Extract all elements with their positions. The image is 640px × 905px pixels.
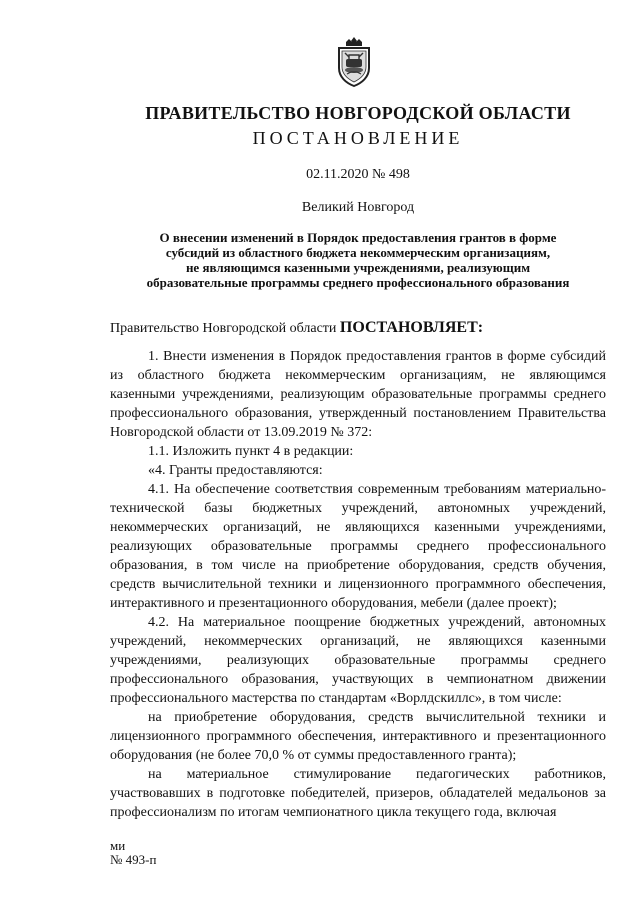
body-paragraph: 4.2. На материальное поощрение бюджетных учреждений, автономных учреждений, некоммерческих организаций, не являющихся казенными учреждениями, реализующих образовательные программы среднего профессионального образования, участвующих в чемпионатном движении профессионального мастерства по стандартам «Ворлдскиллс», в том числе: [110, 615, 606, 706]
body-paragraph: 1.1. Изложить пункт 4 в редакции: [148, 444, 354, 459]
title-line: не являющимся казенными учреждениями, реализующим [185, 260, 531, 275]
body-paragraph: 1. Внести изменения в Порядок предоставления грантов в форме субсидий из областного бюджета некоммерческим организациям, не являющимся казенными учреждениями, реализующим образовательные программы среднего профессионального образования, утвержденный постановлением Правительства Новгородской области от 13.09.2019 № 372: [110, 349, 606, 440]
document-body [110, 318, 606, 822]
government-name: ПРАВИТЕЛЬСТВО НОВГОРОДСКОЙ ОБЛАСТИ [145, 103, 571, 123]
coat-of-arms-icon [333, 36, 375, 88]
title-line: образовательные программы среднего профессионального образования [146, 275, 570, 290]
body-paragraph: на материальное стимулирование педагогических работников, участвовавших в подготовке победителей, призеров, обладателей медальонов за профессионализм по итогам чемпионатного цикла текущего года, включая [110, 767, 606, 820]
footer-ref-number: № 493-п [110, 852, 157, 867]
title-line: субсидий из областного бюджета некоммерческим организациям, [165, 245, 551, 260]
body-paragraph: «4. Гранты предоставляются: [148, 463, 323, 478]
document-date-number: 02.11.2020 № 498 [306, 167, 410, 182]
document-footer [110, 839, 156, 867]
body-paragraph: на приобретение оборудования, средств вычислительной техники и лицензионного программного обеспечения, интерактивного и презентационного оборудования (не более 70,0 % от суммы предоставленного гранта); [110, 710, 606, 763]
footer-initials: ми [110, 838, 126, 853]
document-title [106, 230, 610, 290]
title-line: О внесении изменений в Порядок предоставления грантов в форме [159, 230, 557, 245]
document-type: ПОСТАНОВЛЕНИЕ [252, 128, 464, 148]
document-city: Великий Новгород [301, 200, 415, 215]
intro-decree-word: ПОСТАНОВЛЯЕТ: [339, 319, 484, 336]
intro-paragraph [110, 318, 606, 338]
intro-text: Правительство Новгородской области [110, 321, 340, 336]
body-paragraph: 4.1. На обеспечение соответствия современным требованиям материально-технической базы бюджетных учреждений, автономных учреждений, некоммерческих организаций, не являющихся казенными учреждениями, реализующих образовательные программы среднего профессионального образования, в том числе на приобретение оборудования, средств обучения, средств вычислительной техники и лицензионного программного обеспечения, интерактивного и презентационного оборудования, мебели (далее проект); [110, 482, 606, 611]
